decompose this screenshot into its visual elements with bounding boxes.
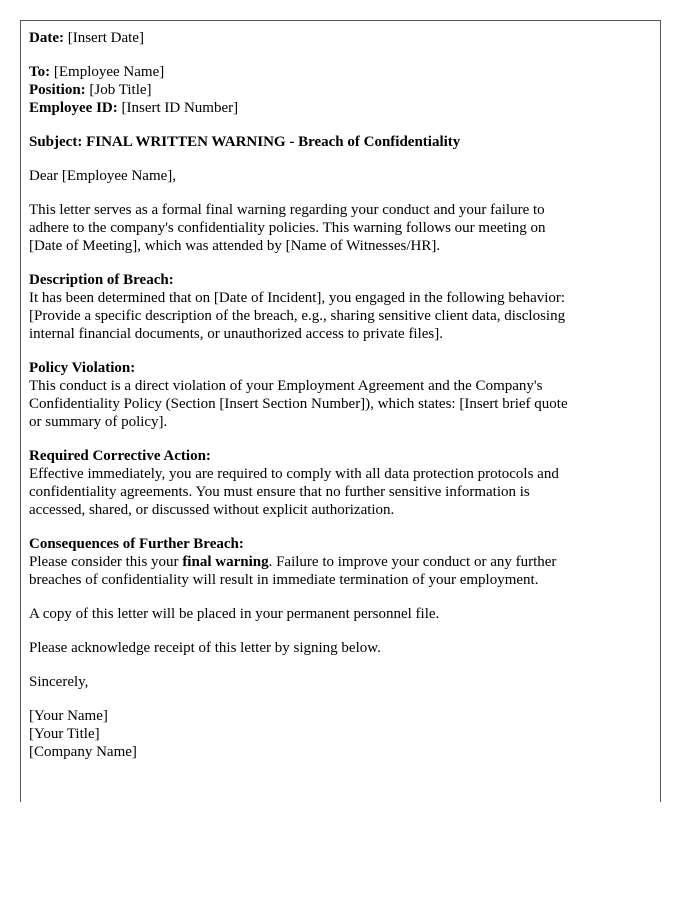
employee-id-label: Employee ID: (29, 100, 118, 116)
position-label: Position: (29, 82, 86, 98)
copy-note-block (29, 605, 619, 623)
salutation: Dear [Employee Name], (29, 168, 177, 184)
employee-id-line (29, 99, 619, 117)
copy-note: A copy of this letter will be placed in your permanent personnel file. (29, 606, 440, 622)
corrective-line: accessed, shared, or discussed without explicit authorization. (29, 502, 395, 518)
consequences-heading: Consequences of Further Breach: (29, 536, 244, 552)
signature-block (29, 707, 619, 761)
subject-block (29, 133, 619, 151)
description-section (29, 271, 619, 343)
position-line (29, 81, 619, 99)
date-label: Date: (29, 30, 64, 46)
policy-heading: Policy Violation: (29, 360, 136, 376)
final-warning-emphasis: final warning (182, 554, 269, 570)
date-line (29, 29, 619, 47)
recipient-block (29, 63, 619, 117)
company-name: [Company Name] (29, 744, 137, 760)
closing-block (29, 673, 619, 691)
closing: Sincerely, (29, 674, 89, 690)
intro-line: This letter serves as a formal final warning regarding your conduct and your failure to (29, 202, 545, 218)
corrective-section (29, 447, 619, 519)
description-line: [Provide a specific description of the breach, e.g., sharing sensitive client data, disclosing (29, 308, 566, 324)
letter-body (29, 29, 619, 777)
position-value: [Job Title] (89, 82, 152, 98)
salutation-block (29, 167, 619, 185)
policy-line: or summary of policy]. (29, 414, 168, 430)
acknowledge-block (29, 639, 619, 657)
description-line: It has been determined that on [Date of Incident], you engaged in the following behavior: (29, 290, 566, 306)
date-block (29, 29, 619, 47)
to-label: To: (29, 64, 51, 80)
policy-section (29, 359, 619, 431)
employee-id-value: [Insert ID Number] (121, 100, 239, 116)
policy-line: This conduct is a direct violation of your Employment Agreement and the Company's (29, 378, 543, 394)
consequences-line (29, 553, 619, 571)
consequences-text: . Failure to improve your conduct or any further (268, 554, 557, 570)
description-heading: Description of Breach: (29, 272, 174, 288)
consequences-line: breaches of confidentiality will result in immediate termination of your employment. (29, 572, 539, 588)
signer-title: [Your Title] (29, 726, 100, 742)
policy-line: Confidentiality Policy (Section [Insert Section Number]), which states: [Insert brief quote (29, 396, 568, 412)
intro-line: [Date of Meeting], which was attended by [Name of Witnesses/HR]. (29, 238, 441, 254)
to-line (29, 63, 619, 81)
to-value: [Employee Name] (53, 64, 165, 80)
acknowledge-text: Please acknowledge receipt of this letter by signing below. (29, 640, 381, 656)
consequences-text: Please consider this your (29, 554, 183, 570)
consequences-section (29, 535, 619, 589)
date-value: [Insert Date] (67, 30, 144, 46)
intro-line: adhere to the company's confidentiality policies. This warning follows our meeting on (29, 220, 546, 236)
intro-paragraph (29, 201, 619, 255)
corrective-line: Effective immediately, you are required to comply with all data protection protocols and (29, 466, 559, 482)
subject-line: Subject: FINAL WRITTEN WARNING - Breach of Confidentiality (29, 134, 461, 150)
corrective-heading: Required Corrective Action: (29, 448, 211, 464)
description-line: internal financial documents, or unauthorized access to private files]. (29, 326, 444, 342)
signer-name: [Your Name] (29, 708, 108, 724)
corrective-line: confidentiality agreements. You must ensure that no further sensitive information is (29, 484, 530, 500)
